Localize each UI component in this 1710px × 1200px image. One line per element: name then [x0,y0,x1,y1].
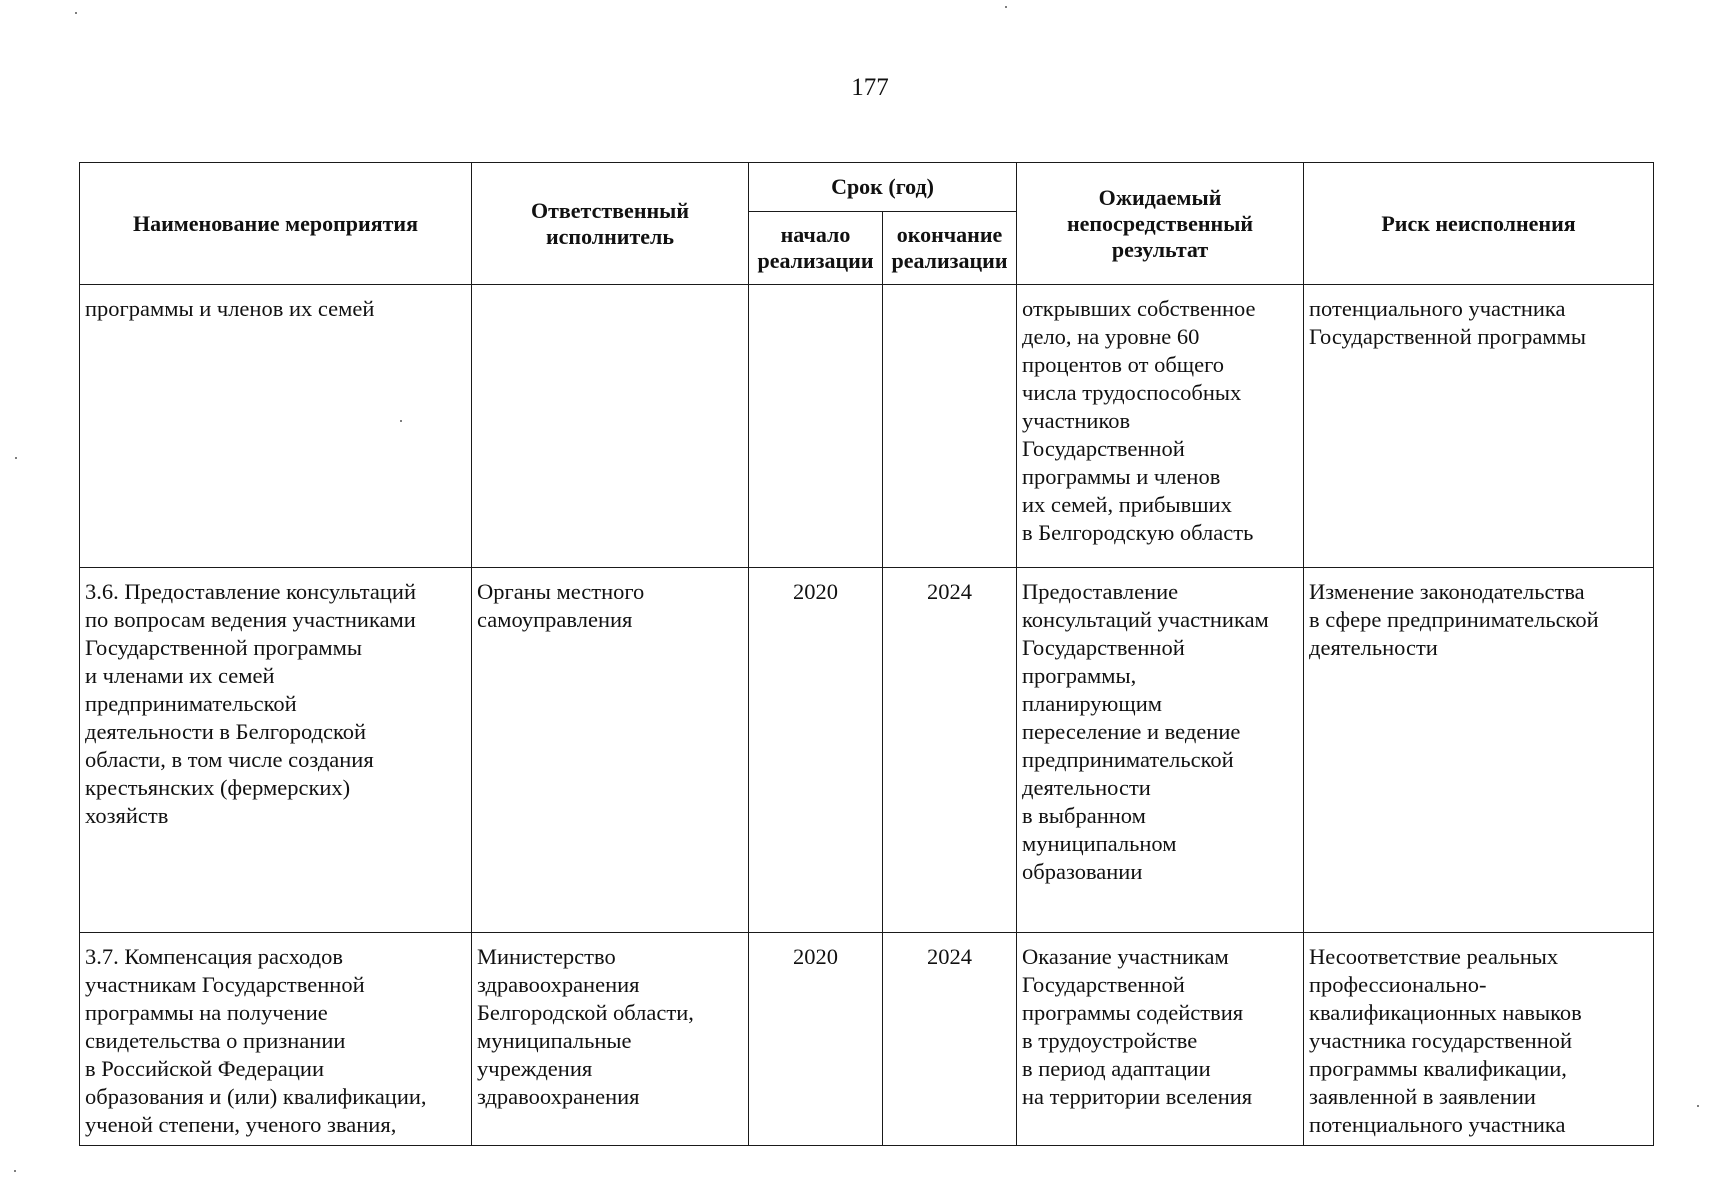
cell-result: открывших собственное дело, на уровне 60 процентов от общего числа трудоспособных участников Государственной программы и членов их семей, прибывших в Белгородскую область [1017,285,1304,568]
cell-risk: Несоответствие реальных профессионально- квалификационных навыков участника государственной программы квалификации, заявленной в заявлении потенциального участника [1304,933,1654,1146]
header-name: Наименование мероприятия [80,163,472,285]
cell-end: 2024 [883,933,1017,1146]
measures-table [79,162,1654,1146]
cell-risk: Изменение законодательства в сфере предпринимательской деятельности [1304,568,1654,933]
cell-name: программы и членов их семей [80,285,472,568]
cell-start: 2020 [749,933,883,1146]
table-row [80,933,1654,1146]
cell-start: 2020 [749,568,883,933]
header-start: начало реализации [749,212,883,285]
page-number: 177 [851,74,889,101]
cell-end: 2024 [883,568,1017,933]
header-end: окончание реализации [883,212,1017,285]
scan-speck [14,1170,16,1172]
scan-speck [1005,6,1007,8]
table-row [80,568,1654,933]
header-expected-result: Ожидаемый непосредственный результат [1017,163,1304,285]
cell-name: 3.6. Предоставление консультаций по вопросам ведения участниками Государственной программы и членами их семей предпринимательской деятельности в Белгородской области, в том числе создания крестьянских (фермерских) хозяйств [80,568,472,933]
cell-responsible: Органы местного самоуправления [472,568,749,933]
cell-name: 3.7. Компенсация расходов участникам Государственной программы на получение свидетельства о признании в Российской Федерации образования и (или) квалификации, ученой степени, ученого звания, [80,933,472,1146]
cell-result: Оказание участникам Государственной программы содействия в трудоустройстве в период адаптации на территории вселения [1017,933,1304,1146]
header-term: Срок (год) [749,163,1017,212]
cell-end [883,285,1017,568]
cell-responsible [472,285,749,568]
cell-result: Предоставление консультаций участникам Государственной программы, планирующим переселение и ведение предпринимательской деятельности в выбранном муниципальном образовании [1017,568,1304,933]
header-risk: Риск неисполнения [1304,163,1654,285]
scan-speck [1697,1105,1699,1107]
table-header-row [80,163,1654,212]
cell-responsible: Министерство здравоохранения Белгородской области, муниципальные учреждения здравоохранения [472,933,749,1146]
cell-start [749,285,883,568]
header-responsible: Ответственный исполнитель [472,163,749,285]
table-row [80,285,1654,568]
scan-speck [75,12,77,14]
cell-risk: потенциального участника Государственной программы [1304,285,1654,568]
scan-speck [400,420,402,422]
scan-speck [15,457,17,459]
